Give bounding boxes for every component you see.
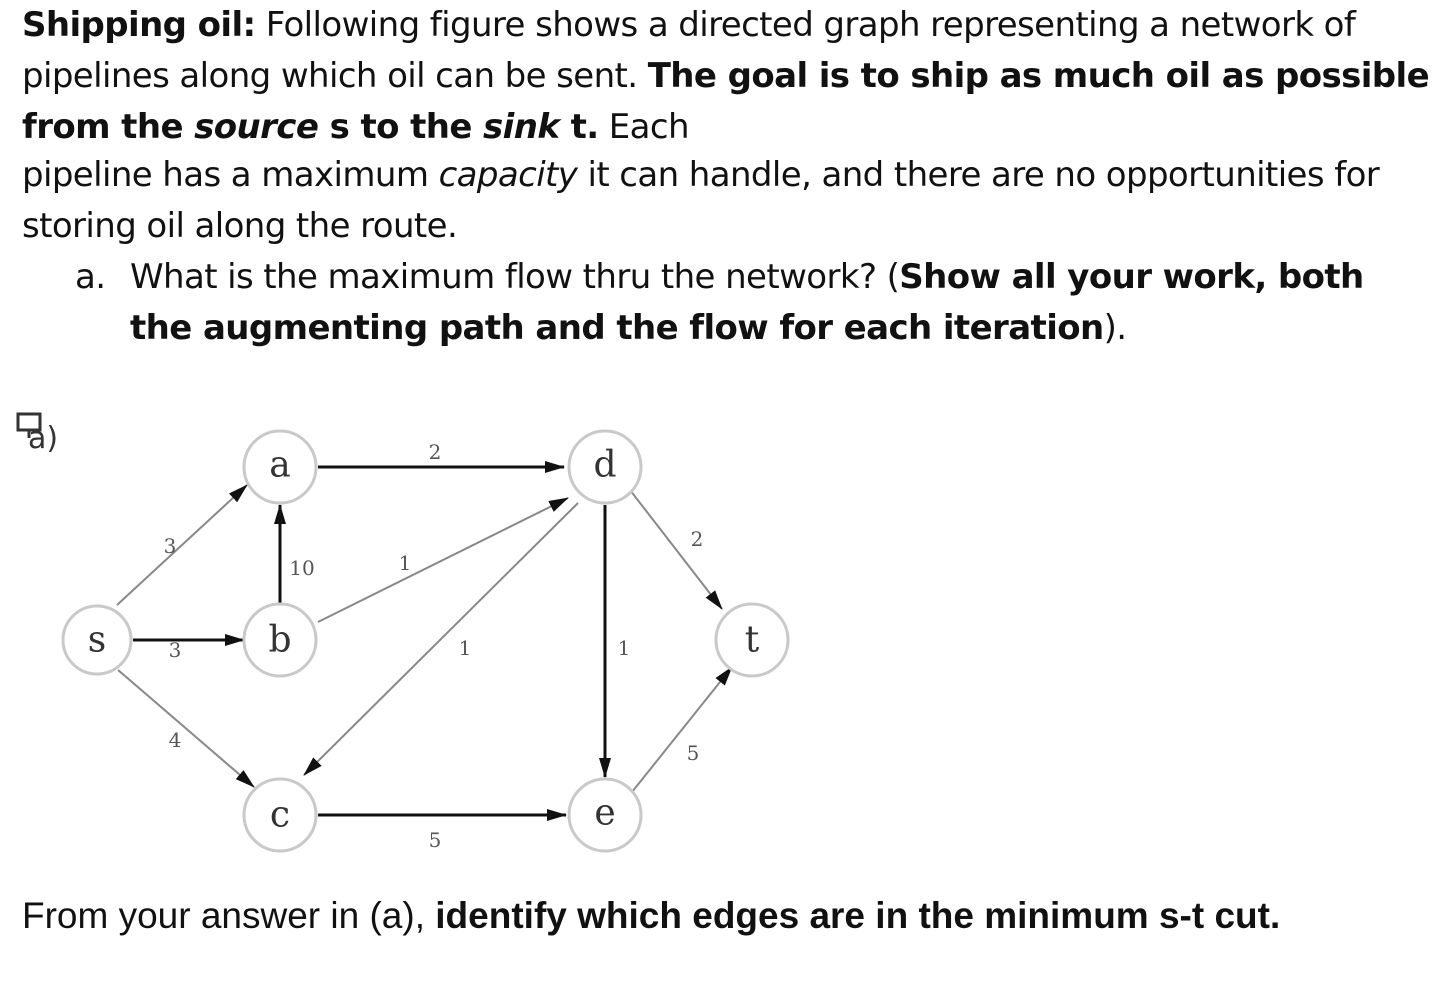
svg-text:s: s [87,619,107,661]
cap-b-a: 10 [289,556,315,580]
node-d [569,431,641,503]
cap-c-e: 5 [428,828,442,852]
question-b-bold: identify which edges are in the minimum s-t cut. [435,895,1281,936]
capacity-paragraph: pipeline has a maximum capacity it can handle, and there are no opportunities for storing oil along the route. [22,155,1380,246]
node-s [63,606,131,674]
question-a-text: What is the maximum flow thru the network? (Show all your work, both the augmenting path and the flow for each iteration). [130,257,1364,348]
intro-paragraph: Shipping oil: Following figure shows a directed graph representing a network of pipelines along which oil can be sent. The goal is to ship as much oil as possible from the source s to the sink t. Each [22,5,1430,147]
question-a-marker: a. [75,257,106,297]
cap-d-e: 1 [617,636,631,660]
cap-b-d: 1 [398,551,412,575]
question-a [75,252,1415,354]
cap-s-c: 4 [168,728,182,752]
node-a [244,431,316,503]
svg-text:c: c [269,794,291,836]
cap-d-c: 1 [458,636,472,660]
node-e [569,779,641,851]
edge-s-a [117,485,247,605]
svg-text:e: e [594,792,616,834]
cap-a-d: 2 [428,440,442,464]
cap-s-a: 3 [163,534,177,558]
intro-title: Shipping oil: [22,5,256,45]
svg-text:d: d [593,444,617,486]
svg-text:t: t [744,619,760,661]
node-c [244,779,316,851]
flow-network-graph [0,395,820,865]
capacity-term: capacity [438,155,578,195]
edge-d-t [630,490,722,609]
edge-s-c [118,670,254,787]
goal-statement: The goal is to ship as much oil as possible from the source s to the sink t. [22,56,1430,147]
graph-marker: a) [28,421,59,456]
question-b: From your answer in (a), identify which edges are in the minimum s-t cut. [22,895,1281,936]
node-b [244,604,316,676]
edge-d-c [304,503,578,775]
node-t [716,604,788,676]
svg-text:b: b [268,619,292,661]
edge-e-t [628,667,732,797]
cap-s-b: 3 [168,638,182,662]
cap-e-t: 5 [686,741,700,765]
edge-b-d [318,498,568,622]
cap-d-t: 2 [690,527,704,551]
svg-text:a: a [269,444,291,486]
